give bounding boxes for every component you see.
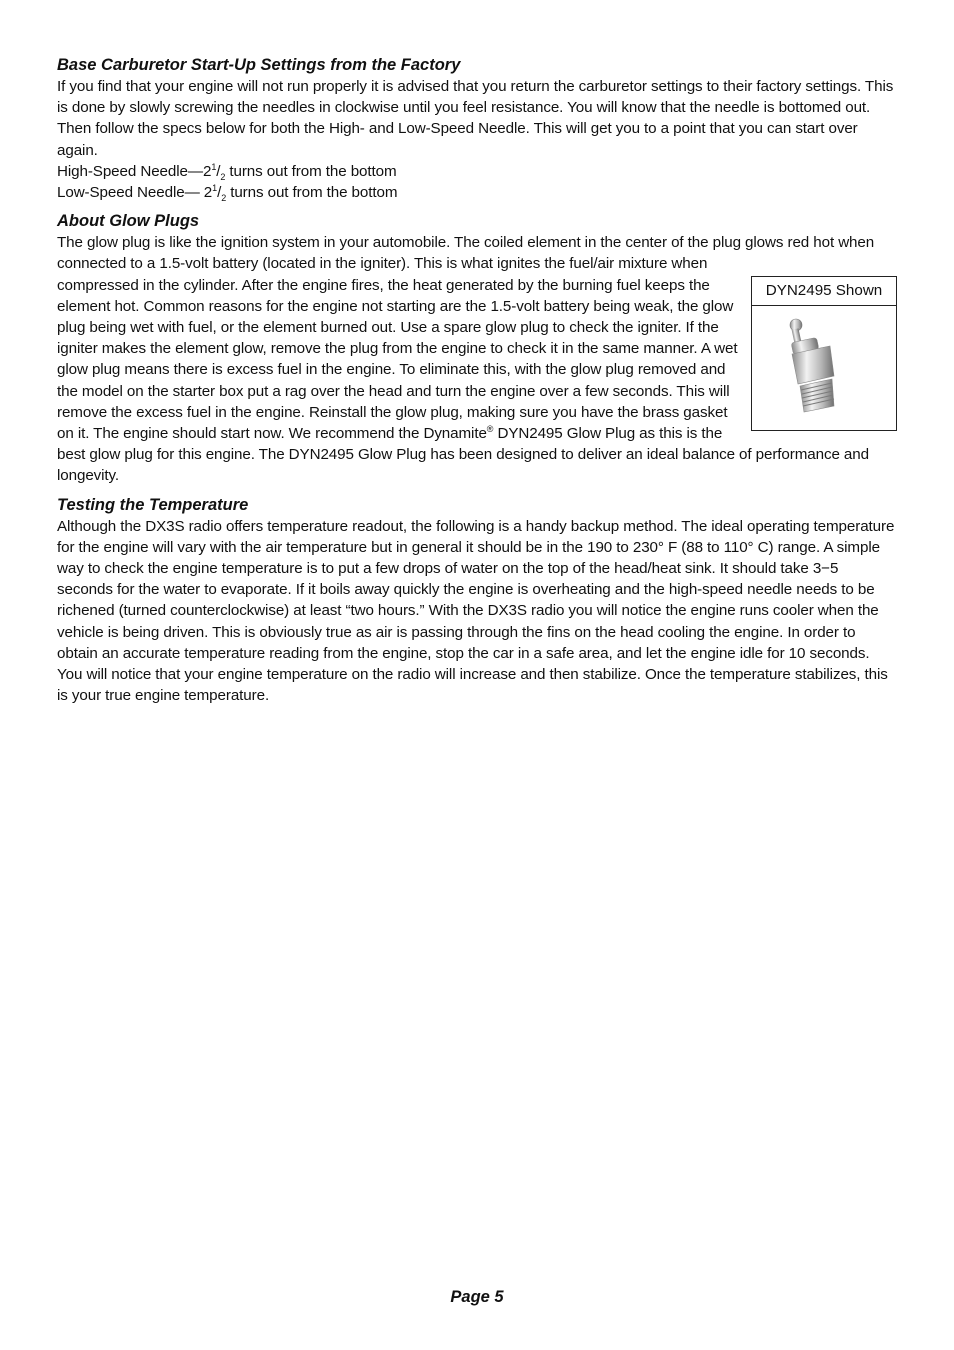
page-number: Page 5: [450, 1288, 504, 1306]
section-body: Although the DX3S radio offers temperature readout, the following is a handy backup method. The ideal operating temperature for the engine will vary with the air temperature but in general it should be in the 190 to 230° F (88 to 110° C) range. A simple way to check the engine temperature is to put a few drops of water on the top of the head/heat sink. It should take 3−5 seconds for the water to evaporate. If it boils away quickly the engine is overheating and the high-speed needle needs to be richened (turned counterclockwise) at least “two hours.” With the DX3S radio you will notice the engine runs cooler when the vehicle is being driven. This is obviously true as air is passing through the fins on the head cooling the engine. In order to obtain an accurate temperature reading from the engine, stop the car in a safe area, and let the engine idle for 10 seconds. You will notice that your engine temperature on the radio will increase and then stabilize. Once the temperature stabilizes, this is your true engine temperature.: [57, 517, 895, 705]
section-heading: Testing the Temperature: [57, 495, 249, 514]
temperature-section: [57, 494, 897, 707]
low-speed-needle-spec: Low-Speed Needle— $2^1/_2$ turns out from the bottom: [57, 182, 398, 204]
glow-plug-icon: [752, 306, 896, 431]
section-heading: About Glow Plugs: [57, 212, 200, 231]
carburetor-settings-section: [57, 54, 897, 203]
section-heading: Base Carburetor Start-Up Settings from the Factory: [57, 56, 461, 74]
section-body: If you find that your engine will not run properly it is advised that you return the carburetor settings to their factory settings. This is done by slowly screwing the needles in clockwise until you feel resistance. You will know that the needle is bottomed out. Then follow the specs below for both the High- and Low-Speed Needle. This will get you to a point that you can start over again.: [57, 78, 894, 159]
high-speed-needle-spec: High-Speed $Needle—2^1/_2$ turns out from the bottom: [57, 161, 397, 182]
glow-plug-image: [752, 306, 896, 431]
glow-plugs-section: [57, 210, 897, 486]
document-page: [57, 54, 897, 713]
figure-caption: DYN2495 Shown: [752, 277, 896, 306]
section-body: The glow plug is like the ignition system in your automobile. The coiled element in the center of the plug glows red hot when connected to a 1.5-volt battery (located in the igniter). This is what ignites the fuel/air mixture when compressed in the cylinder. After the engine fires, the heat generated by the burning fuel keeps the element hot. Common reasons for the engine not starting are the 1.5-volt battery being weak, the glow plug being wet with fuel, or the element burned out. Use a spare glow plug to check the igniter. If the igniter makes the element glow, remove the plug from the engine to check it in the same manner. A wet glow plug means there is excess fuel in the engine. To eliminate this, with the glow plug removed and the model on the starter box put a rag over the head and turn the engine over a few seconds. This will remove the excess fuel in the engine. Reinstall the glow plug, making sure you have the brass gasket on it. The engine should start now. We recommend the Dynamite® DYN2495 Glow Plug as this is the best glow plug for this engine. The DYN2495 Glow Plug has been designed to deliver an ideal balance of performance and longevity.: [57, 234, 875, 485]
glow-plug-figure: [751, 276, 897, 431]
